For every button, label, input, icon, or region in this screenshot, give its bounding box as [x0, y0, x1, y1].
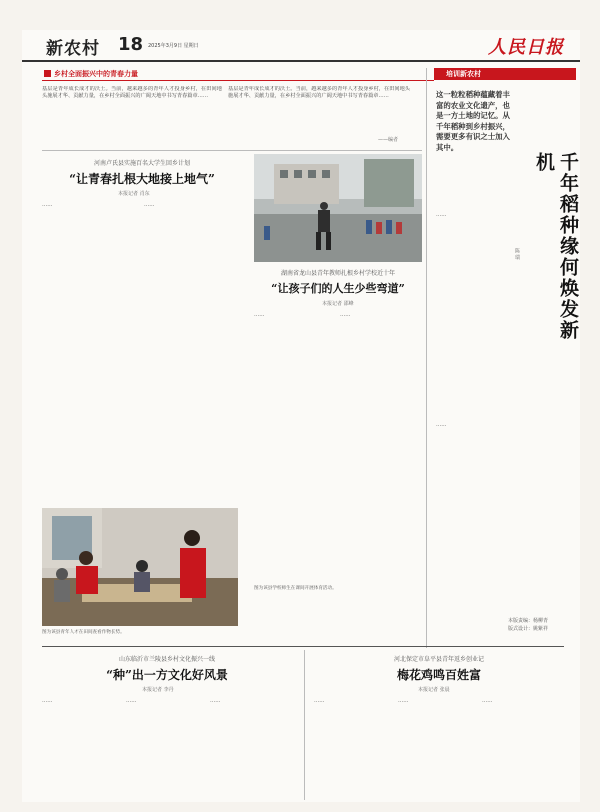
page-number: 18: [118, 34, 144, 55]
section-banner-training: 培训新农村: [434, 68, 576, 80]
article2-byline: 本报记者 邵峰: [322, 301, 354, 307]
newspaper-logo: 人民日报: [488, 37, 564, 58]
article2-text-col2: ……: [340, 312, 351, 318]
feature-text-col2: ……: [436, 422, 447, 428]
article4-text-col2: ……: [398, 698, 409, 704]
editor-credit: 本版责编：杨柳青: [508, 618, 549, 624]
article4-kicker: 河北保定市阜平县青年返乡创业记: [393, 656, 484, 663]
masthead: [22, 30, 580, 62]
feature-title: 千年稻种缘何焕发新机: [533, 152, 579, 341]
section-title: 新农村: [46, 39, 100, 59]
intro-signoff: ——编者: [378, 137, 399, 143]
article3-kicker: 山东临沂市兰陵县乡村文化振兴一线: [118, 656, 215, 663]
article3-text-col2: ……: [126, 698, 137, 704]
article3-text-col3: ……: [210, 698, 221, 704]
feature-byline: 陈 瑞: [514, 248, 520, 260]
workshop-photo-image: [42, 508, 238, 626]
intro-text-left: 基层是青年成长成才的沃土。当前，越来越多的青年人才投身乡村，在田间地头施展才华、贡献力量，在乡村全面振兴的广阔天地中书写青春篇章……: [42, 86, 222, 100]
article4-text-col1: ……: [314, 698, 325, 704]
article4-text-col3: ……: [482, 698, 493, 704]
article2-photo-caption: 图为该县学校师生在课间开展体育活动。: [254, 586, 337, 591]
article1-photo-caption: 图为该县青年人才在田间查看作物长势。: [42, 630, 125, 635]
article1-photo: [42, 508, 238, 626]
schoolyard-photo-image: [254, 154, 422, 262]
feature-editor-note: 这一粒粒稻种蕴藏着丰富的农业文化遗产，也是一方土地的记忆。从千年稻种到乡村振兴，需要更多有识之士加入其中。: [436, 90, 510, 152]
article3-byline: 本报记者 李丹: [142, 687, 174, 693]
feature-text-col1: ……: [436, 212, 447, 218]
article1-kicker: 河南卢氏县实施百名大学生回乡计划: [93, 160, 190, 167]
article2-photo: [254, 154, 422, 262]
issue-date: 2025年3月9日 星期日: [148, 43, 199, 49]
article2-headline: “让孩子们的人生少些弯道”: [271, 282, 405, 295]
article1-text-col2: ……: [144, 202, 155, 208]
article2-kicker: 湖南省龙山县青年教师扎根乡村学校近十年: [280, 270, 395, 277]
article4-headline: 梅花鸡鸣百姓富: [396, 668, 481, 682]
article1-byline: 本报记者 肖东: [118, 191, 150, 197]
article1-headline: “让青春扎根大地接上地气”: [69, 172, 215, 186]
article1-text-col1: ……: [42, 202, 53, 208]
article4-byline: 本报记者 张晨: [418, 687, 450, 693]
article3-text-col1: ……: [42, 698, 53, 704]
article3-headline: “种”出一方文化好风景: [106, 668, 228, 682]
article2-text-col1: ……: [254, 312, 265, 318]
newspaper-page: [22, 30, 580, 802]
section-banner-youth: 乡村全面振兴中的青春力量: [42, 68, 434, 81]
intro-text-right: 基层是青年成长成才的沃土。当前，越来越多的青年人才投身乡村，在田间地头施展才华、贡献力量，在乡村全面振兴的广阔天地中书写青春篇章……: [228, 86, 410, 100]
designer-credit: 版式设计：姚紫祥: [508, 626, 549, 632]
